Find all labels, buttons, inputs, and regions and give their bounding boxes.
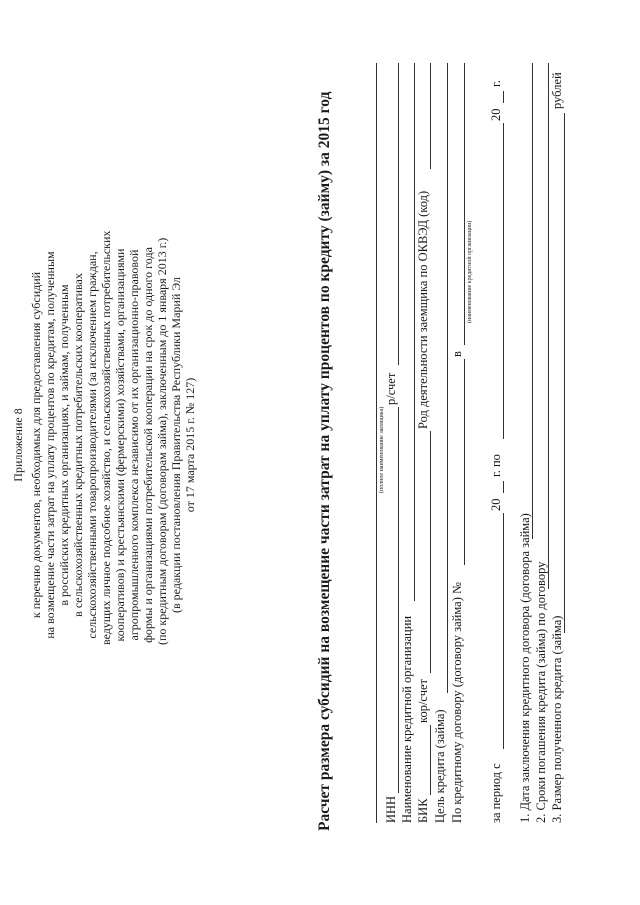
contract-number-line[interactable] [464,359,465,565]
year2-line[interactable] [503,91,504,103]
item-1-label: 1. Дата заключения кредитного договора (договора займа) [518,513,532,823]
bank-caption: (наименование кредитной организации) [467,220,473,323]
appendix-number: Приложение 8 [11,408,25,482]
in-label: в [450,351,464,357]
contract-bank-line[interactable] [464,63,465,345]
bik-line[interactable] [430,725,431,795]
year1-line[interactable] [503,481,504,493]
purpose-label: Цель кредита (займа) [433,709,447,823]
rs-label: р/счет [384,372,398,405]
ks-line[interactable] [430,431,431,673]
header-line-2: на возмещение части затрат на уплату процентов по кредитам, полученным [43,251,57,639]
g-label: г. [489,80,503,87]
header-line-7: кооперативов) и крестьянскими (фермерскими) хозяйствами, организациями [113,248,127,642]
page-title: Расчет размера субсидий на возмещение части затрат на уплату процентов по кредиту (займу) за 2015 год [316,91,333,831]
header-line-11: (в редакции постановления Правительства Республики Марий Эл [169,276,183,614]
header-line-9: формы и организациями потребительской кооперации на срок до одного года [141,247,155,643]
g-po-label: г. по [489,454,503,477]
header-line-4: в сельскохозяйственных кредитных потребительских кооперативах [71,273,85,617]
inn-line[interactable] [398,407,399,793]
period-from-line[interactable] [503,513,504,749]
rs-line[interactable] [398,63,399,365]
header-line-10: (по кредитным договорам (договорам займа), заключенным до 1 января 2013 г.) [155,237,169,645]
purpose-line[interactable] [447,63,448,693]
okved-label: Род деятельности заемщика по ОКВЭД (код) [416,190,430,429]
okved-line[interactable] [430,63,431,169]
year1: 20 [489,498,503,511]
inn-label: ИНН [384,795,398,823]
header-line-5: сельскохозяйственными товаропроизводителями (за исключением граждан, [85,251,99,639]
item-3-label: 3. Размер полученного кредита (займа) [550,615,564,823]
header-line-8: агропромышленного комплекса независимо от их организационно-правовой [127,249,141,641]
rub-label: рублей [550,72,564,109]
header-line-1: к перечню документов, необходимых для предоставления субсидий [29,271,43,619]
item-2-label: 2. Сроки погашения кредита (займа) по договору [534,561,548,823]
bik-label: БИК [416,798,430,823]
borrower-line [376,63,377,823]
year2: 20 [489,108,503,121]
borrower-caption: (полное наименование заемщика) [379,406,385,493]
period-from-label: за период с [489,763,503,823]
contract-label: По кредитному договору (договору займа) № [450,582,464,823]
period-to-line[interactable] [503,123,504,439]
item-3-line[interactable] [564,113,565,633]
header-line-6: ведущих личное подсобное хозяйство, и сельскохозяйственных потребительских [99,230,113,645]
item-2-line[interactable] [548,63,549,589]
bank-name-line[interactable] [414,63,415,601]
ks-label: кор/счет [416,678,430,723]
bank-name-label: Наименование кредитной организации [400,615,414,823]
item-1-line[interactable] [532,63,533,539]
header-line-3: в российских кредитных организациях, и займам, полученным [57,284,71,606]
header-line-12: от 17 марта 2015 г. № 127) [183,377,197,513]
